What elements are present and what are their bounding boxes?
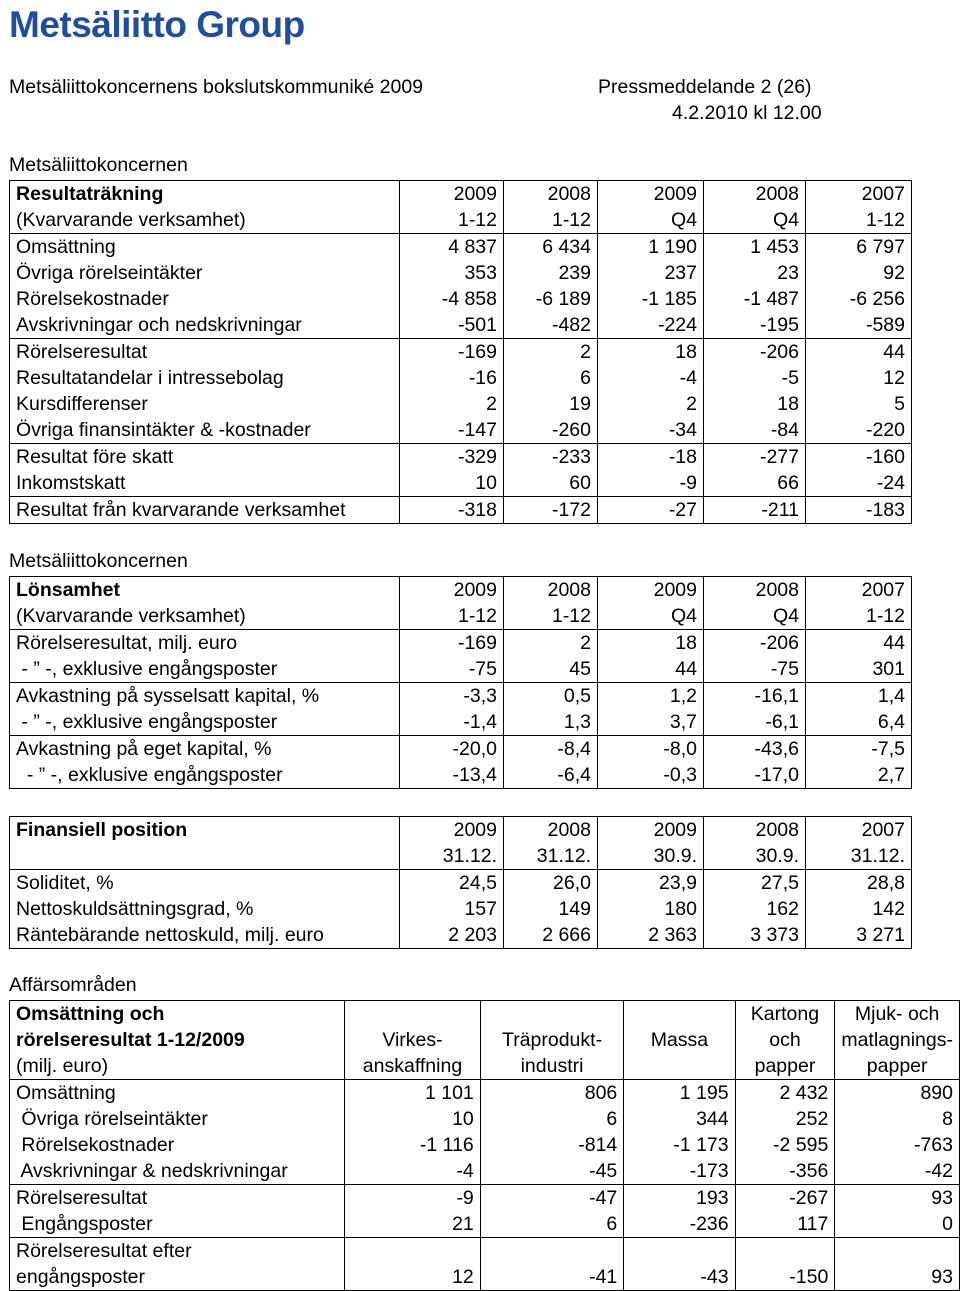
table-row xyxy=(10,417,912,444)
value-cell: 3,7 xyxy=(598,709,704,736)
value-cell: 8 xyxy=(835,1106,960,1132)
value-cell: 0,5 xyxy=(504,683,598,710)
value-cell: -169 xyxy=(400,630,504,657)
row-label: Övriga rörelseintäkter xyxy=(10,1106,345,1132)
value-cell: 4 837 xyxy=(400,234,504,261)
column-period: Q4 xyxy=(704,603,806,630)
metsaliitto-logo: Metsäliitto Group xyxy=(9,4,305,45)
value-cell: -147 xyxy=(400,417,504,444)
column-year: 2008 xyxy=(504,577,598,604)
row-label: Resultatandelar i intressebolag xyxy=(10,365,400,391)
table-row xyxy=(10,207,912,234)
column-year: 2009 xyxy=(598,181,704,208)
value-cell: -18 xyxy=(598,444,704,471)
row-label: Resultat före skatt xyxy=(10,444,400,471)
value-cell: -4 xyxy=(598,365,704,391)
financial-position-table xyxy=(9,816,912,949)
row-label: Engångsposter xyxy=(10,1211,345,1238)
value-cell: -20,0 xyxy=(400,736,504,763)
column-year: 2009 xyxy=(400,577,504,604)
column-year: 2008 xyxy=(504,817,598,844)
column-year: 2009 xyxy=(598,817,704,844)
row-label: Inkomstskatt xyxy=(10,470,400,497)
table-row xyxy=(10,1238,960,1265)
value-cell: -43 xyxy=(624,1264,735,1291)
column-header: industri xyxy=(480,1053,624,1080)
row-label: Rörelsekostnader xyxy=(10,286,400,312)
column-date: 31.12. xyxy=(806,843,912,870)
column-period: 1-12 xyxy=(504,207,598,234)
column-year: 2009 xyxy=(598,577,704,604)
column-header: papper xyxy=(835,1053,960,1080)
value-cell: -75 xyxy=(400,656,504,683)
value-cell: 2,7 xyxy=(806,762,912,789)
value-cell: -206 xyxy=(704,630,806,657)
value-cell: 23,9 xyxy=(598,870,704,897)
value-cell: -9 xyxy=(345,1185,481,1212)
value-cell: -1,4 xyxy=(400,709,504,736)
value-cell: -236 xyxy=(624,1211,735,1238)
value-cell: 3 373 xyxy=(704,922,806,949)
value-cell: 44 xyxy=(806,630,912,657)
table-row xyxy=(10,286,912,312)
value-cell: 193 xyxy=(624,1185,735,1212)
row-label: Resultat från kvarvarande verksamhet xyxy=(10,497,400,524)
table-row xyxy=(10,870,912,897)
table-row xyxy=(10,1027,960,1053)
table-row xyxy=(10,1053,960,1080)
value-cell xyxy=(835,1238,960,1265)
value-cell: -45 xyxy=(480,1158,624,1185)
column-year: 2008 xyxy=(704,817,806,844)
table-row xyxy=(10,762,912,789)
value-cell: -41 xyxy=(480,1264,624,1291)
value-cell: -482 xyxy=(504,312,598,339)
column-year: 2007 xyxy=(806,181,912,208)
value-cell: 344 xyxy=(624,1106,735,1132)
value-cell: 237 xyxy=(598,260,704,286)
value-cell: 23 xyxy=(704,260,806,286)
value-cell: 12 xyxy=(806,365,912,391)
value-cell: 28,8 xyxy=(806,870,912,897)
value-cell: -27 xyxy=(598,497,704,524)
table-title: Resultaträkning xyxy=(10,181,400,208)
row-label: - ” -, exklusive engångsposter xyxy=(10,656,400,683)
table-subtitle: (Kvarvarande verksamhet) xyxy=(10,603,400,630)
table-row xyxy=(10,1211,960,1238)
release-date: 4.2.2010 kl 12.00 xyxy=(672,102,822,124)
value-cell: -206 xyxy=(704,339,806,366)
column-header: Träprodukt- xyxy=(480,1027,624,1053)
value-cell: 19 xyxy=(504,391,598,417)
table-title: Lönsamhet xyxy=(10,577,400,604)
value-cell: 162 xyxy=(704,896,806,922)
column-header xyxy=(624,1001,735,1028)
column-period: 1-12 xyxy=(806,603,912,630)
value-cell: -1 185 xyxy=(598,286,704,312)
table-row xyxy=(10,365,912,391)
value-cell: 27,5 xyxy=(704,870,806,897)
column-period: Q4 xyxy=(598,207,704,234)
value-cell: 1 101 xyxy=(345,1080,481,1107)
column-header: Kartong xyxy=(735,1001,835,1028)
row-label: Rörelseresultat xyxy=(10,1185,345,1212)
table-row xyxy=(10,1264,960,1291)
column-period: 1-12 xyxy=(400,603,504,630)
value-cell: -224 xyxy=(598,312,704,339)
value-cell: 10 xyxy=(400,470,504,497)
column-period: Q4 xyxy=(598,603,704,630)
value-cell: -183 xyxy=(806,497,912,524)
column-date: 30.9. xyxy=(704,843,806,870)
column-year: 2007 xyxy=(806,577,912,604)
column-year: 2007 xyxy=(806,817,912,844)
value-cell xyxy=(345,1238,481,1265)
column-year: 2008 xyxy=(704,181,806,208)
column-header: papper xyxy=(735,1053,835,1080)
value-cell: -6 189 xyxy=(504,286,598,312)
row-label: Avkastning på eget kapital, % xyxy=(10,736,400,763)
value-cell: 12 xyxy=(345,1264,481,1291)
column-header: anskaffning xyxy=(345,1053,481,1080)
value-cell: 806 xyxy=(480,1080,624,1107)
value-cell: 21 xyxy=(345,1211,481,1238)
value-cell: -2 595 xyxy=(735,1132,835,1158)
value-cell: -24 xyxy=(806,470,912,497)
table-row xyxy=(10,922,912,949)
value-cell: 2 666 xyxy=(504,922,598,949)
value-cell: 26,0 xyxy=(504,870,598,897)
column-year: 2009 xyxy=(400,817,504,844)
value-cell: 18 xyxy=(598,630,704,657)
value-cell: -195 xyxy=(704,312,806,339)
value-cell: -4 xyxy=(345,1158,481,1185)
value-cell: 1 195 xyxy=(624,1080,735,1107)
value-cell: -6 256 xyxy=(806,286,912,312)
value-cell: -150 xyxy=(735,1264,835,1291)
value-cell: 3 271 xyxy=(806,922,912,949)
value-cell: -16,1 xyxy=(704,683,806,710)
value-cell: 2 xyxy=(504,630,598,657)
table-row xyxy=(10,260,912,286)
value-cell: 2 xyxy=(598,391,704,417)
value-cell: -356 xyxy=(735,1158,835,1185)
value-cell: 45 xyxy=(504,656,598,683)
row-label: Avkastning på sysselsatt kapital, % xyxy=(10,683,400,710)
table-row xyxy=(10,603,912,630)
table-subtitle xyxy=(10,843,400,870)
column-header: Massa xyxy=(624,1027,735,1053)
value-cell: 353 xyxy=(400,260,504,286)
value-cell: 1,4 xyxy=(806,683,912,710)
row-label: Räntebärande nettoskuld, milj. euro xyxy=(10,922,400,949)
row-label: engångsposter xyxy=(10,1264,345,1291)
table-row xyxy=(10,1106,960,1132)
table-row xyxy=(10,709,912,736)
row-label: Kursdifferenser xyxy=(10,391,400,417)
income-section-label: Metsäliittokoncernen xyxy=(9,154,188,176)
column-period: 1-12 xyxy=(400,207,504,234)
table-row xyxy=(10,339,912,366)
value-cell: 66 xyxy=(704,470,806,497)
value-cell: -501 xyxy=(400,312,504,339)
business-areas-table xyxy=(9,1000,960,1291)
value-cell: -211 xyxy=(704,497,806,524)
value-cell: 142 xyxy=(806,896,912,922)
column-header xyxy=(480,1001,624,1028)
table-row xyxy=(10,896,912,922)
profitability-table xyxy=(9,576,912,789)
value-cell: 10 xyxy=(345,1106,481,1132)
table-title: rörelseresultat 1-12/2009 xyxy=(10,1027,345,1053)
value-cell: 6 xyxy=(480,1106,624,1132)
value-cell: 18 xyxy=(598,339,704,366)
row-label: Avskrivningar & nedskrivningar xyxy=(10,1158,345,1185)
value-cell: -233 xyxy=(504,444,598,471)
row-label: Rörelseresultat, milj. euro xyxy=(10,630,400,657)
value-cell: 44 xyxy=(806,339,912,366)
value-cell: -5 xyxy=(704,365,806,391)
value-cell: 1,2 xyxy=(598,683,704,710)
value-cell: -8,0 xyxy=(598,736,704,763)
column-header: och xyxy=(735,1027,835,1053)
row-label: Rörelseresultat efter xyxy=(10,1238,345,1265)
value-cell xyxy=(480,1238,624,1265)
value-cell: 0 xyxy=(835,1211,960,1238)
row-label: Soliditet, % xyxy=(10,870,400,897)
table-row xyxy=(10,817,912,844)
row-label: Nettoskuldsättningsgrad, % xyxy=(10,896,400,922)
value-cell: -589 xyxy=(806,312,912,339)
value-cell: 6 xyxy=(480,1211,624,1238)
value-cell: 890 xyxy=(835,1080,960,1107)
value-cell: 60 xyxy=(504,470,598,497)
value-cell xyxy=(735,1238,835,1265)
column-year: 2009 xyxy=(400,181,504,208)
value-cell: -260 xyxy=(504,417,598,444)
row-label: Omsättning xyxy=(10,1080,345,1107)
row-label: Övriga finansintäkter & -kostnader xyxy=(10,417,400,444)
profit-section-label: Metsäliittokoncernen xyxy=(9,550,188,572)
table-row xyxy=(10,234,912,261)
value-cell: -1 116 xyxy=(345,1132,481,1158)
table-row xyxy=(10,630,912,657)
table-title: Omsättning och xyxy=(10,1001,345,1028)
value-cell: 149 xyxy=(504,896,598,922)
row-label: Rörelseresultat xyxy=(10,339,400,366)
table-row xyxy=(10,444,912,471)
table-row xyxy=(10,843,912,870)
value-cell: -7,5 xyxy=(806,736,912,763)
value-cell: 6,4 xyxy=(806,709,912,736)
value-cell: 6 797 xyxy=(806,234,912,261)
value-cell: 2 xyxy=(504,339,598,366)
table-row xyxy=(10,470,912,497)
table-row xyxy=(10,656,912,683)
column-header: matlagnings- xyxy=(835,1027,960,1053)
value-cell: -8,4 xyxy=(504,736,598,763)
value-cell: -17,0 xyxy=(704,762,806,789)
column-header xyxy=(345,1001,481,1028)
column-year: 2008 xyxy=(504,181,598,208)
value-cell: -34 xyxy=(598,417,704,444)
table-row xyxy=(10,1132,960,1158)
value-cell: 6 xyxy=(504,365,598,391)
value-cell: 1 453 xyxy=(704,234,806,261)
value-cell: 2 432 xyxy=(735,1080,835,1107)
value-cell: -6,1 xyxy=(704,709,806,736)
column-header: Virkes- xyxy=(345,1027,481,1053)
value-cell: -47 xyxy=(480,1185,624,1212)
value-cell: 18 xyxy=(704,391,806,417)
value-cell: 92 xyxy=(806,260,912,286)
press-release-number: Pressmeddelande 2 (26) xyxy=(598,76,812,98)
row-label: Övriga rörelseintäkter xyxy=(10,260,400,286)
value-cell: -172 xyxy=(504,497,598,524)
value-cell: 117 xyxy=(735,1211,835,1238)
value-cell: 1,3 xyxy=(504,709,598,736)
value-cell: -16 xyxy=(400,365,504,391)
value-cell: -277 xyxy=(704,444,806,471)
table-row xyxy=(10,1158,960,1185)
value-cell: 6 434 xyxy=(504,234,598,261)
table-row xyxy=(10,736,912,763)
value-cell: -0,3 xyxy=(598,762,704,789)
table-row xyxy=(10,577,912,604)
table-row xyxy=(10,1080,960,1107)
value-cell: -169 xyxy=(400,339,504,366)
value-cell: -75 xyxy=(704,656,806,683)
column-date: 31.12. xyxy=(504,843,598,870)
value-cell: -329 xyxy=(400,444,504,471)
value-cell: -6,4 xyxy=(504,762,598,789)
value-cell: -43,6 xyxy=(704,736,806,763)
table-title: Finansiell position xyxy=(10,817,400,844)
table-title: (milj. euro) xyxy=(10,1053,345,1080)
value-cell: -160 xyxy=(806,444,912,471)
value-cell: 2 xyxy=(400,391,504,417)
value-cell: 24,5 xyxy=(400,870,504,897)
document-title: Metsäliittokoncernens bokslutskommuniké 2009 xyxy=(9,76,424,98)
value-cell: -1 487 xyxy=(704,286,806,312)
value-cell: 180 xyxy=(598,896,704,922)
row-label: Omsättning xyxy=(10,234,400,261)
table-row xyxy=(10,1185,960,1212)
value-cell: -267 xyxy=(735,1185,835,1212)
value-cell: 157 xyxy=(400,896,504,922)
table-row xyxy=(10,497,912,524)
value-cell xyxy=(624,1238,735,1265)
row-label: Rörelsekostnader xyxy=(10,1132,345,1158)
value-cell: 239 xyxy=(504,260,598,286)
value-cell: -3,3 xyxy=(400,683,504,710)
table-subtitle: (Kvarvarande verksamhet) xyxy=(10,207,400,234)
value-cell: -763 xyxy=(835,1132,960,1158)
column-header xyxy=(624,1053,735,1080)
column-header: Mjuk- och xyxy=(835,1001,960,1028)
business-section-label: Affärsområden xyxy=(9,974,137,996)
row-label: - ” -, exklusive engångsposter xyxy=(10,709,400,736)
value-cell: -220 xyxy=(806,417,912,444)
table-row xyxy=(10,181,912,208)
column-period: Q4 xyxy=(704,207,806,234)
value-cell: -4 858 xyxy=(400,286,504,312)
table-row xyxy=(10,391,912,417)
value-cell: -9 xyxy=(598,470,704,497)
value-cell: 301 xyxy=(806,656,912,683)
value-cell: -42 xyxy=(835,1158,960,1185)
table-row xyxy=(10,312,912,339)
value-cell: -173 xyxy=(624,1158,735,1185)
value-cell: 1 190 xyxy=(598,234,704,261)
column-period: 1-12 xyxy=(806,207,912,234)
value-cell: 5 xyxy=(806,391,912,417)
column-date: 31.12. xyxy=(400,843,504,870)
value-cell: 93 xyxy=(835,1185,960,1212)
column-year: 2008 xyxy=(704,577,806,604)
row-label: Avskrivningar och nedskrivningar xyxy=(10,312,400,339)
value-cell: 93 xyxy=(835,1264,960,1291)
value-cell: -1 173 xyxy=(624,1132,735,1158)
column-period: 1-12 xyxy=(504,603,598,630)
column-date: 30.9. xyxy=(598,843,704,870)
value-cell: -84 xyxy=(704,417,806,444)
value-cell: 2 363 xyxy=(598,922,704,949)
value-cell: 2 203 xyxy=(400,922,504,949)
row-label: - ” -, exklusive engångsposter xyxy=(10,762,400,789)
table-row xyxy=(10,683,912,710)
value-cell: -13,4 xyxy=(400,762,504,789)
value-cell: 44 xyxy=(598,656,704,683)
value-cell: -318 xyxy=(400,497,504,524)
value-cell: -814 xyxy=(480,1132,624,1158)
table-row xyxy=(10,1001,960,1028)
value-cell: 252 xyxy=(735,1106,835,1132)
income-statement-table xyxy=(9,180,912,524)
